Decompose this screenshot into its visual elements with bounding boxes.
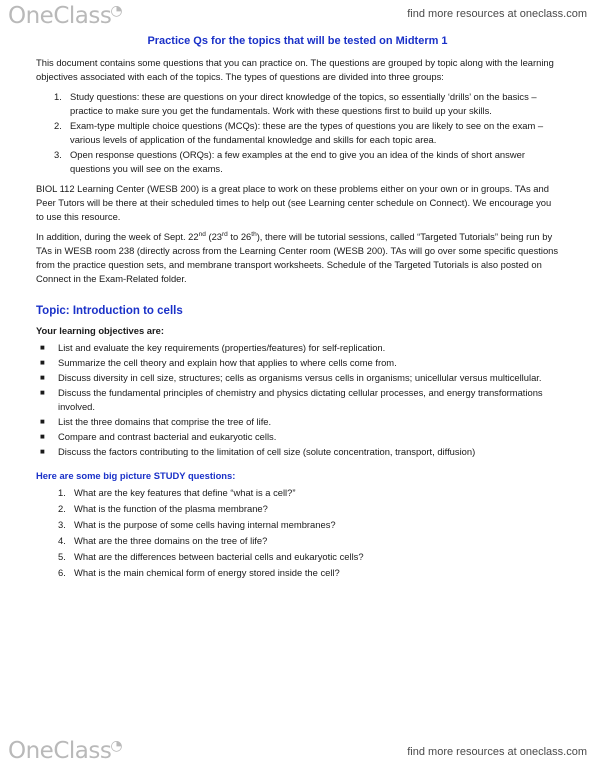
- objectives-heading: Your learning objectives are:: [36, 325, 164, 336]
- learning-center-paragraph: BIOL 112 Learning Center (WESB 200) is a great place to work on these problems either on your own or in groups. TAs and Peer Tutors will be there at their scheduled times to help out (see Learning center schedule on Connect). We encourage you to use this resource.: [36, 183, 552, 222]
- tutorial-text: ), there will be tutorial sessions, called “Targeted Tutorials” being run by TAs in WESB room 238 (directly across from the Learning Center room (WESB 200). TAs will go over some specific questions from the practice question sets, and membrane transport worksheets. Schedule of the Targeted Tutorials is also posted on Connect in the Exam-Related folder.: [36, 231, 559, 284]
- list-number: 1.: [58, 487, 66, 498]
- list-item: [54, 90, 559, 118]
- study-questions-list: [58, 486, 559, 580]
- list-item: [40, 371, 559, 385]
- list-item: [58, 550, 559, 564]
- bullet-icon: ■: [40, 358, 45, 367]
- question-groups-list: [54, 90, 559, 176]
- list-item: [58, 502, 559, 516]
- tutorial-text: (23: [205, 231, 223, 242]
- list-item-text: What are the key features that define “what is a cell?”: [74, 487, 296, 498]
- logo-text: OneClass: [8, 3, 112, 29]
- list-item-text: Compare and contrast bacterial and eukaryotic cells.: [58, 431, 277, 442]
- list-item: [40, 445, 559, 459]
- list-item: [58, 534, 559, 548]
- list-item-text: What is the main chemical form of energy stored inside the cell?: [74, 567, 340, 578]
- list-item: [54, 119, 559, 147]
- tutorial-text: to 26: [227, 231, 252, 242]
- footer-resources-link[interactable]: find more resources at oneclass.com: [407, 746, 587, 758]
- logo-mark-icon: ◔: [110, 738, 123, 754]
- list-item-text: List the three domains that comprise the tree of life.: [58, 416, 272, 427]
- bullet-icon: ■: [40, 343, 45, 352]
- logo-text: OneClass: [8, 738, 112, 764]
- study-questions-heading: Here are some big picture STUDY questions:: [36, 470, 236, 481]
- list-item-text: What are the three domains on the tree of life?: [74, 535, 268, 546]
- list-number: 1.: [54, 91, 62, 102]
- list-number: 4.: [58, 535, 66, 546]
- list-item: [58, 486, 559, 500]
- list-item-text: Open response questions (ORQs): a few examples at the end to give you an idea of the kinds of short answer questions you will see on the exams.: [70, 149, 525, 174]
- list-item: [40, 386, 559, 414]
- topic-heading: Topic: Introduction to cells: [36, 305, 183, 317]
- bullet-icon: ■: [40, 388, 45, 397]
- list-item-text: Discuss the factors contributing to the limitation of cell size (solute concentration, transport, diffusion): [58, 446, 476, 457]
- list-number: 2.: [58, 503, 66, 514]
- intro-paragraph: This document contains some questions that you can practice on. The questions are grouped by topic along with the learning objectives associated with each of the topics. The types of questions are divided into three groups:: [36, 57, 554, 82]
- bullet-icon: ■: [40, 417, 45, 426]
- page-title: Practice Qs for the topics that will be tested on Midterm 1: [147, 35, 448, 47]
- list-item-text: Discuss diversity in cell size, structures; cells as organisms versus cells in organisms; unicellular versus multicellular.: [58, 372, 542, 383]
- list-number: 6.: [58, 567, 66, 578]
- list-item: [54, 148, 559, 176]
- page-footer: [0, 736, 595, 770]
- list-item-text: What is the purpose of some cells having internal membranes?: [74, 519, 336, 530]
- list-item-text: What are the differences between bacterial cells and eukaryotic cells?: [74, 551, 364, 562]
- bullet-icon: ■: [40, 447, 45, 456]
- list-item: [40, 415, 559, 429]
- tutorial-text: In addition, during the week of Sept. 22: [36, 231, 199, 242]
- list-item: [40, 356, 559, 370]
- ordinal-suffix: rd: [222, 230, 228, 238]
- objectives-list: [40, 341, 559, 459]
- list-item-text: Summarize the cell theory and explain how that applies to where cells come from.: [58, 357, 397, 368]
- list-number: 5.: [58, 551, 66, 562]
- list-number: 2.: [54, 120, 62, 131]
- list-number: 3.: [54, 149, 62, 160]
- list-item-text: List and evaluate the key requirements (properties/features) for self-replication.: [58, 342, 386, 353]
- bullet-icon: ■: [40, 373, 45, 382]
- bullet-icon: ■: [40, 432, 45, 441]
- list-item: [40, 341, 559, 355]
- list-item-text: Exam-type multiple choice questions (MCQs): these are the types of questions you are likely to see on the exam – various levels of application of the fundamental knowledge and skills for each topic area.: [70, 120, 544, 145]
- tutorial-paragraph: [36, 230, 559, 286]
- list-item: [58, 518, 559, 532]
- oneclass-logo[interactable]: [8, 3, 122, 29]
- ordinal-suffix: nd: [198, 230, 206, 238]
- list-item: [58, 566, 559, 580]
- list-item-text: What is the function of the plasma membrane?: [74, 503, 268, 514]
- list-number: 3.: [58, 519, 66, 530]
- list-item-text: Study questions: these are questions on your direct knowledge of the topics, so essentially ‘drills’ on the basics – practice to make sure you get the fundamentals. Work with these questions first to build up your skills.: [70, 91, 537, 116]
- list-item-text: Discuss the fundamental principles of chemistry and physics dictating cellular processes, and energy transformations involved.: [58, 387, 543, 412]
- document-body: [36, 28, 559, 582]
- list-item: [40, 430, 559, 444]
- header-resources-link[interactable]: find more resources at oneclass.com: [407, 8, 587, 20]
- oneclass-logo[interactable]: [8, 738, 122, 764]
- page-header: [0, 0, 595, 30]
- logo-mark-icon: ◔: [110, 3, 123, 19]
- ordinal-suffix: th: [251, 230, 257, 238]
